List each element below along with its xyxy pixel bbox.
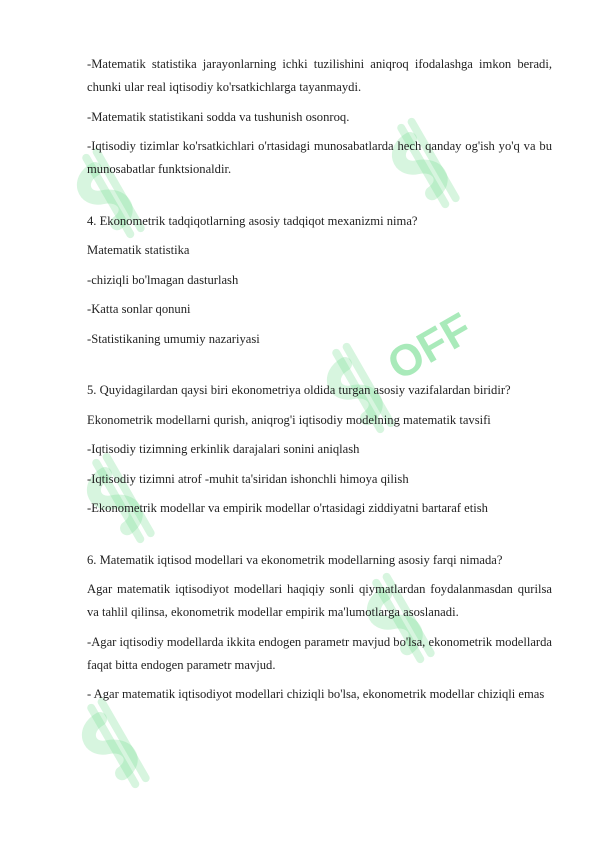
section-gap xyxy=(87,188,552,210)
answer-option: -Iqtisodiy tizimni atrof -muhit ta'siridan ishonchli himoya qilish xyxy=(87,471,409,486)
answer-option: - Agar matematik iqtisodiyot modellari chiziqli bo'lsa, ekonometrik modellar chiziqli emas xyxy=(87,687,545,701)
section-gap xyxy=(87,357,552,379)
answer-option: -Statistikaning umumiy nazariyasi xyxy=(87,331,260,346)
answer-option: Agar matematik iqtisodiyot modellari haqiqiy sonli qiymatlardan foydalanmasdan qurilsa va tahlil qilinsa, ekonometrik modellar empirik ma'lumotlarga asoslanadi. xyxy=(87,582,552,619)
document-body xyxy=(87,53,552,713)
question-text: 4. Ekonometrik tadqiqotlarning asosiy tadqiqot mexanizmi nima? xyxy=(87,213,418,228)
answer-option: Ekonometrik modellarni qurish, aniqrog'i iqtisodiy modelning matematik tavsifi xyxy=(87,412,491,427)
answer-option: -Iqtisodiy tizimning erkinlik darajalari sonini aniqlash xyxy=(87,442,360,456)
question-text: 6. Matematik iqtisod modellari va ekonometrik modellarning asosiy farqi nimada? xyxy=(87,552,503,567)
answer-option: -Katta sonlar qonuni xyxy=(87,302,191,316)
svg-text:OFF: OFF xyxy=(379,303,481,391)
answer-option: Matematik statistika xyxy=(87,243,190,257)
question-text: 5. Quyidagilardan qaysi biri ekonometriya oldida turgan asosiy vazifalardan biridir? xyxy=(87,383,511,397)
answer-option: -chiziqli bo'lmagan dasturlash xyxy=(87,272,239,287)
answer-option: -Matematik statistikani sodda va tushunish osonroq. xyxy=(87,109,350,124)
answer-option: -Matematik statistika jarayonlarning ichki tuzilishini aniqroq ifodalashga imkon beradi, chunki ular real iqtisodiy ko'rsatkichlarga tayanmaydi. xyxy=(87,57,552,94)
section-gap xyxy=(87,527,552,549)
answer-option: -Iqtisodiy tizimlar ko'rsatkichlari o'rtasidagi munosabatlarda hech qanday og'ish yo'q va bu munosabatlar funktsionaldir. xyxy=(87,139,552,176)
answer-option: -Agar iqtisodiy modellarda ikkita endogen parametr mavjud bo'lsa, ekonometrik modellarda faqat bitta endogen parametr mavjud. xyxy=(87,634,552,672)
answer-option: -Ekonometrik modellar va empirik modellar o'rtasidagi ziddiyatni bartaraf etish xyxy=(87,501,488,515)
